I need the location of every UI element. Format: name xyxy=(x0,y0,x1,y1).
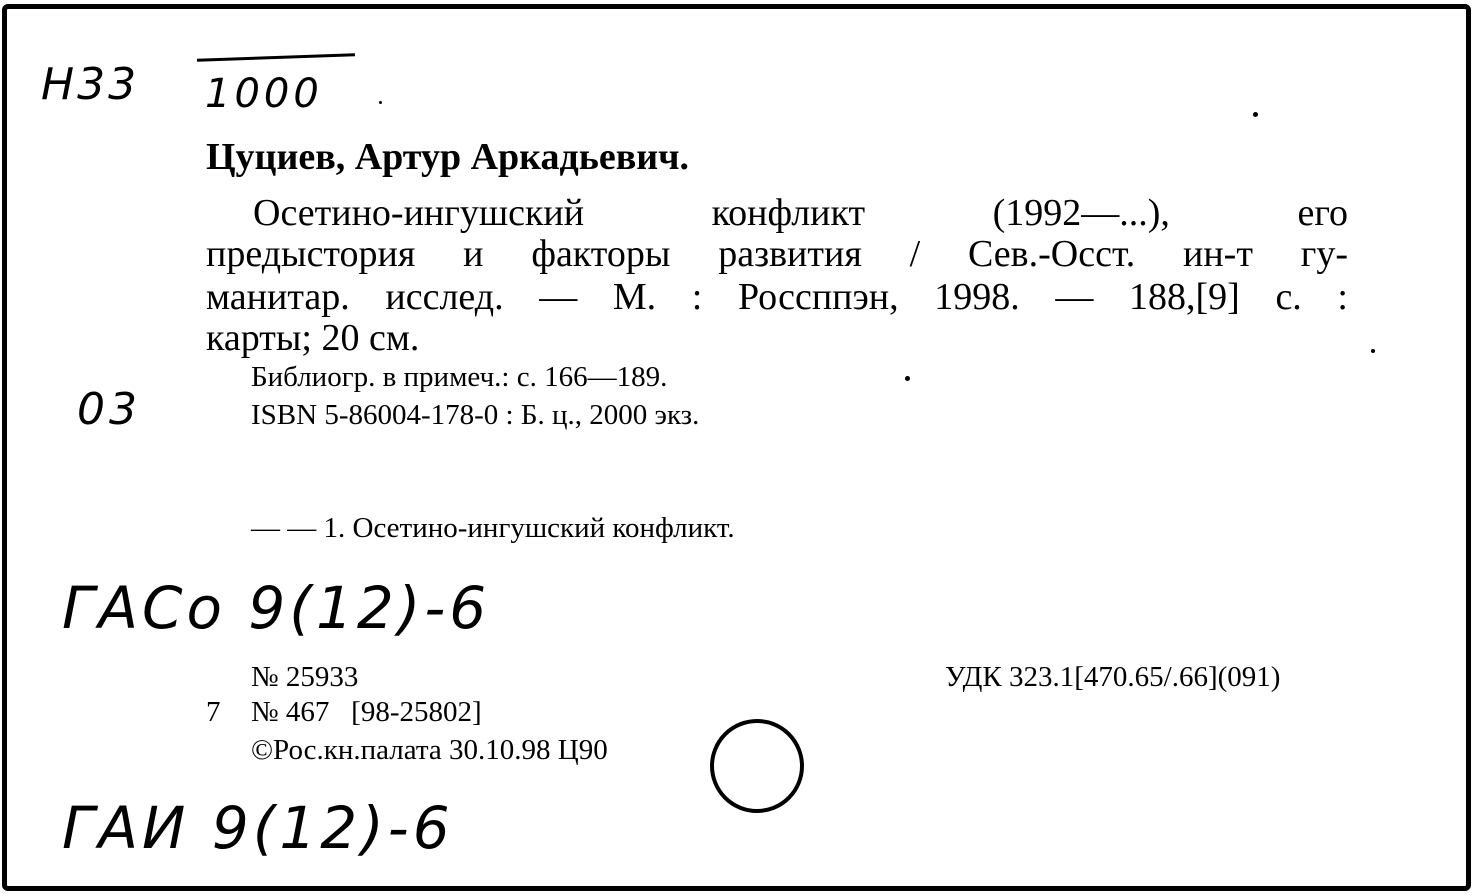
record-number: № 25933 xyxy=(251,661,359,693)
handwritten-mark-03: 03 xyxy=(77,384,141,435)
shelf-number-overline xyxy=(197,53,355,62)
handwritten-code-gaso: ГАСо 9(12)-6 xyxy=(62,574,491,642)
bibliography-note: Библиогр. в примеч.: с. 166—189. xyxy=(251,361,668,393)
punch-hole-circle xyxy=(710,719,804,813)
speck-dot xyxy=(1371,349,1375,353)
speck-dot xyxy=(379,101,382,104)
catalog-card xyxy=(2,4,1471,891)
subject-heading: — — 1. Осетино-ингушский конфликт. xyxy=(251,512,735,544)
udk-index: УДК 323.1[470.65/.66](091) xyxy=(945,661,1281,693)
author-heading: Цуциев, Артур Аркадьевич. xyxy=(206,136,690,178)
book-chamber-line: ©Рос.кн.палата 30.10.98 Ц90 xyxy=(251,734,608,766)
speck-dot xyxy=(905,376,910,381)
handwritten-code-gai: ГАИ 9(12)-6 xyxy=(62,794,454,862)
lead-digit: 7 xyxy=(206,696,221,728)
handwritten-shelf-code: Н33 xyxy=(41,59,140,110)
title-line-3: манитар. исслед. — М. : Россппэн, 1998. — 188,[9] с. : xyxy=(206,276,1348,318)
title-line-1: Осетино-ингушский конфликт (1992—...), его xyxy=(253,192,1348,234)
issue-line: № 467 [98-25802] xyxy=(251,696,482,728)
title-line-4: карты; 20 см. xyxy=(206,317,420,359)
handwritten-shelf-number: 1000 xyxy=(205,71,323,117)
speck-dot xyxy=(1253,112,1258,117)
title-line-2: предыстория и факторы развития / Сев.-Осст. ин-т гу- xyxy=(206,233,1348,275)
isbn-line: ISBN 5-86004-178-0 : Б. ц., 2000 экз. xyxy=(251,399,700,431)
